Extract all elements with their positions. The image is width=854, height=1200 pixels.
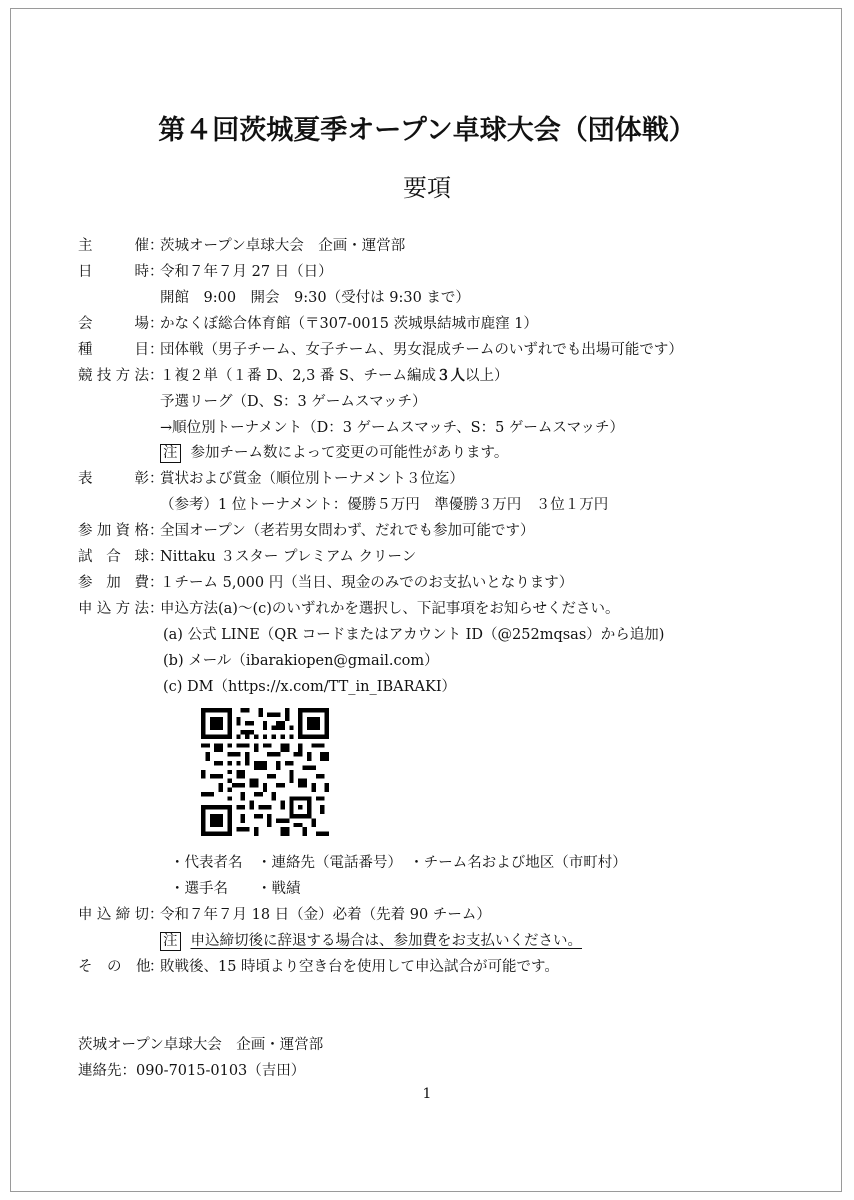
other-label: そ の 他 bbox=[78, 959, 151, 975]
method-label: 競技方法 bbox=[78, 368, 149, 384]
organizer-label: 主 催 bbox=[78, 238, 149, 254]
award-label: 表 彰 bbox=[78, 471, 149, 487]
deadline-note bbox=[160, 931, 582, 951]
datetime-label: 日 時 bbox=[78, 264, 149, 280]
venue-value: かなくぼ総合体育館（〒307-0015 茨城県結城市鹿窪 1） bbox=[160, 316, 538, 332]
application-value: 申込方法(a)～(c)のいずれかを選択し、下記事項をお知らせください。 bbox=[160, 601, 620, 617]
award-sub: （参考）1 位トーナメント：優勝５万円 準優勝３万円 ３位１万円 bbox=[160, 497, 609, 513]
other-row: そ の 他：敗戦後、15 時頃より空き台を使用して申込試合が可能です。 bbox=[78, 959, 559, 975]
application-row: 申込方法：申込方法(a)～(c)のいずれかを選択し、下記事項をお知らせください。 bbox=[78, 601, 620, 617]
eligibility-row: 参加資格：全国オープン（老若男女問わず、だれでも参加可能です） bbox=[78, 523, 535, 539]
eligibility-value: 全国オープン（老若男女問わず、だれでも参加可能です） bbox=[160, 523, 535, 539]
fee-value: １チーム 5,000 円（当日、現金のみでのお支払いとなります） bbox=[160, 575, 574, 591]
method-note bbox=[160, 443, 508, 463]
application-label: 申込方法 bbox=[78, 601, 149, 617]
datetime-sub: 開館 9:00 開会 9:30（受付は 9:30 まで） bbox=[160, 290, 470, 306]
required-items-row1: ・代表者名 ・連絡先（電話番号） ・チーム名および地区（市町村） bbox=[170, 855, 627, 871]
method-sub1: 予選リーグ（D、S：3 ゲームスマッチ） bbox=[160, 394, 427, 410]
note-mark: 注 bbox=[160, 444, 181, 463]
organizer-value: 茨城オープン卓球大会 企画・運営部 bbox=[160, 238, 406, 254]
deadline-note-text: 申込締切後に辞退する場合は、参加費をお支払いください。 bbox=[190, 933, 582, 949]
application-option-b: (b) メール（ibarakiopen@gmail.com） bbox=[163, 653, 439, 669]
event-value: 団体戦（男子チーム、女子チーム、男女混成チームのいずれでも出場可能です） bbox=[160, 342, 683, 358]
method-note-text: 参加チーム数によって変更の可能性があります。 bbox=[190, 445, 509, 461]
method-team-size: ３人 bbox=[435, 367, 465, 384]
award-value: 賞状および賞金（順位別トーナメント３位迄） bbox=[160, 471, 464, 487]
event-label: 種 目 bbox=[78, 342, 149, 358]
eligibility-label: 参加資格 bbox=[78, 523, 149, 539]
deadline-row: 申込締切：令和７年７月 18 日（金）必着（先着 90 チーム） bbox=[78, 907, 491, 923]
footer-organization: 茨城オープン卓球大会 企画・運営部 bbox=[78, 1037, 324, 1053]
required-items-row2: ・選手名 ・戦績 bbox=[170, 881, 301, 897]
venue-label: 会 場 bbox=[78, 316, 149, 332]
other-value: 敗戦後、15 時頃より空き台を使用して申込試合が可能です。 bbox=[160, 959, 559, 975]
method-value: １複２単（１番 D、2,3 番 S、チーム編成 bbox=[160, 368, 436, 384]
deadline-value: 令和７年７月 18 日（金）必着（先着 90 チーム） bbox=[160, 907, 491, 923]
fee-row: 参 加 費：１チーム 5,000 円（当日、現金のみでのお支払いとなります） bbox=[78, 575, 574, 591]
page-title: 第４回茨城夏季オープン卓球大会（団体戦） bbox=[158, 115, 696, 146]
organizer-row: 主 催：茨城オープン卓球大会 企画・運営部 bbox=[78, 238, 406, 254]
note-mark: 注 bbox=[160, 932, 181, 951]
ball-value: Nittaku ３スター プレミアム クリーン bbox=[160, 549, 417, 565]
event-row: 種 目：団体戦（男子チーム、女子チーム、男女混成チームのいずれでも出場可能です） bbox=[78, 342, 683, 358]
application-option-c: (c) DM（https://x.com/TT_in_IBARAKI） bbox=[163, 679, 457, 695]
method-row: 競技方法：１複２単（１番 D、2,3 番 S、チーム編成３人以上） bbox=[78, 367, 509, 384]
ball-row: 試 合 球：Nittaku ３スター プレミアム クリーン bbox=[78, 549, 417, 565]
application-option-a: (a) 公式 LINE（QR コードまたはアカウント ID（@252mqsas）から追加) bbox=[163, 627, 665, 643]
award-row: 表 彰：賞状および賞金（順位別トーナメント３位迄） bbox=[78, 471, 464, 487]
deadline-label: 申込締切 bbox=[78, 907, 149, 923]
page-subtitle: 要項 bbox=[403, 174, 451, 202]
method-value-end: 以上） bbox=[464, 368, 509, 384]
method-sub2: →順位別トーナメント（D：3 ゲームスマッチ、S：5 ゲームスマッチ） bbox=[160, 420, 625, 436]
footer-contact: 連絡先：090-7015-0103（吉田） bbox=[78, 1063, 306, 1079]
ball-label: 試 合 球 bbox=[78, 549, 149, 565]
datetime-row: 日 時：令和７年７月 27 日（日） bbox=[78, 264, 333, 280]
venue-row: 会 場：かなくぼ総合体育館（〒307-0015 茨城県結城市鹿窪 1） bbox=[78, 316, 538, 332]
page-number: 1 bbox=[422, 1086, 432, 1102]
qr-code-icon bbox=[201, 708, 329, 836]
datetime-value: 令和７年７月 27 日（日） bbox=[160, 264, 333, 280]
fee-label: 参 加 費 bbox=[78, 575, 149, 591]
